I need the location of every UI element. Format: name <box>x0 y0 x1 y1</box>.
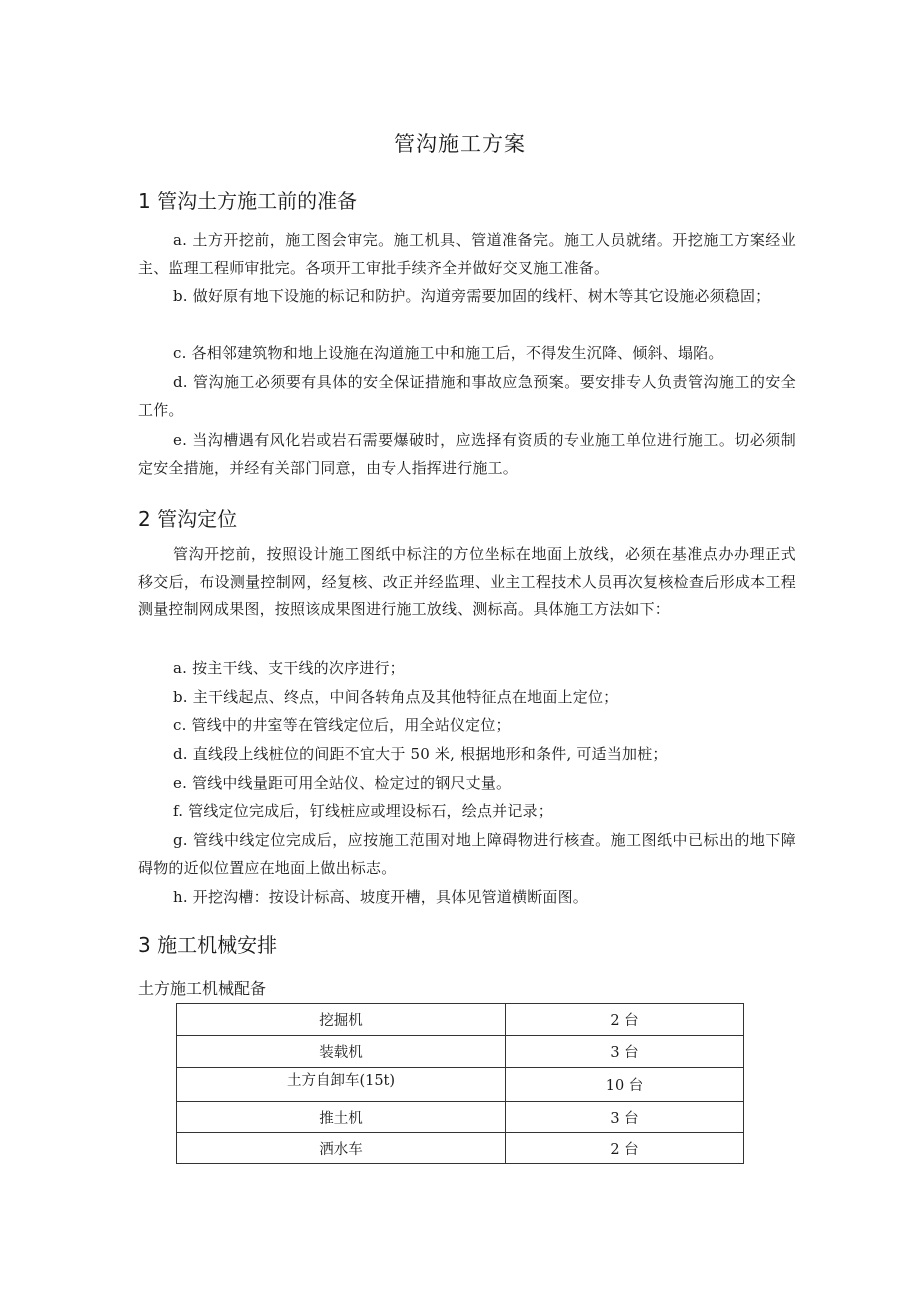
machine-qty-cell: 10 台 <box>506 1068 744 1102</box>
section-2-item-h: h. 开挖沟槽：按设计标高、坡度开槽，具体见管道横断面图。 <box>173 888 588 906</box>
machine-name-cell: 洒水车 <box>177 1133 506 1164</box>
table-row <box>177 1133 744 1164</box>
machine-name-cell: 挖掘机 <box>177 1004 506 1036</box>
section-2-item-c: c. 管线中的井室等在管线定位后，用全站仪定位； <box>173 716 511 734</box>
section-1-item-e: e. 当沟槽遇有风化岩或岩石需要爆破时，应选择有资质的专业施工单位进行施工。切必须制定安全措施，并经有关部门同意，由专人指挥进行施工。 <box>138 431 796 477</box>
section-2-item-f: f. 管线定位完成后，钉线桩应或埋设标石，绘点并记录； <box>173 802 553 820</box>
section-3-heading: 3 施工机械安排 <box>138 933 278 957</box>
section-2-item-e: e. 管线中线量距可用全站仪、检定过的钢尺丈量。 <box>173 774 512 792</box>
table-caption: 土方施工机械配备 <box>138 979 267 998</box>
table-row <box>177 1036 744 1068</box>
section-1-item-b: b. 做好原有地下设施的标记和防护。沟道旁需要加固的线杆、树木等其它设施必须稳固； <box>173 287 771 305</box>
table-row <box>177 1068 744 1102</box>
machinery-table <box>176 1003 744 1164</box>
machine-qty-cell: 3 台 <box>506 1036 744 1068</box>
section-2-item-a: a. 按主干线、支干线的次序进行； <box>173 659 405 677</box>
section-2-heading: 2 管沟定位 <box>138 507 238 531</box>
machine-name-cell: 装载机 <box>177 1036 506 1068</box>
table-row <box>177 1102 744 1133</box>
section-2-intro: 管沟开挖前，按照设计施工图纸中标注的方位坐标在地面上放线，必须在基准点办办理正式移交后，布设测量控制网，经复核、改正并经监理、业主工程技术人员再次复核检查后形成本工程测量控制网成果图，按照该成果图进行施工放线、测标高。具体施工方法如下： <box>138 545 796 618</box>
machine-name-cell: 推土机 <box>177 1102 506 1133</box>
section-2-item-d: d. 直线段上线桩位的间距不宜大于 50 米, 根据地形和条件, 可适当加桩； <box>173 745 668 763</box>
section-1-item-d: d. 管沟施工必须要有具体的安全保证措施和事故应急预案。要安排专人负责管沟施工的安全工作。 <box>138 373 796 419</box>
section-1-item-c: c. 各相邻建筑物和地上设施在沟道施工中和施工后，不得发生沉降、倾斜、塌陷。 <box>173 344 724 362</box>
machine-name-cell: 土方自卸车(15t) <box>177 1068 506 1102</box>
page-title: 管沟施工方案 <box>394 132 526 156</box>
table-row <box>177 1004 744 1036</box>
section-1-heading: 1 管沟土方施工前的准备 <box>138 189 358 213</box>
machine-qty-cell: 2 台 <box>506 1133 744 1164</box>
section-2-item-b: b. 主干线起点、终点，中间各转角点及其他特征点在地面上定位； <box>173 688 619 706</box>
section-1-item-a: a. 土方开挖前，施工图会审完。施工机具、管道准备完。施工人员就绪。开挖施工方案经业主、监理工程师审批完。各项开工审批手续齐全并做好交叉施工准备。 <box>138 231 796 277</box>
machine-qty-cell: 3 台 <box>506 1102 744 1133</box>
machine-qty-cell: 2 台 <box>506 1004 744 1036</box>
section-2-item-g: g. 管线中线定位完成后，应按施工范围对地上障碍物进行核查。施工图纸中已标出的地下障碍物的近似位置应在地面上做出标志。 <box>138 831 796 877</box>
